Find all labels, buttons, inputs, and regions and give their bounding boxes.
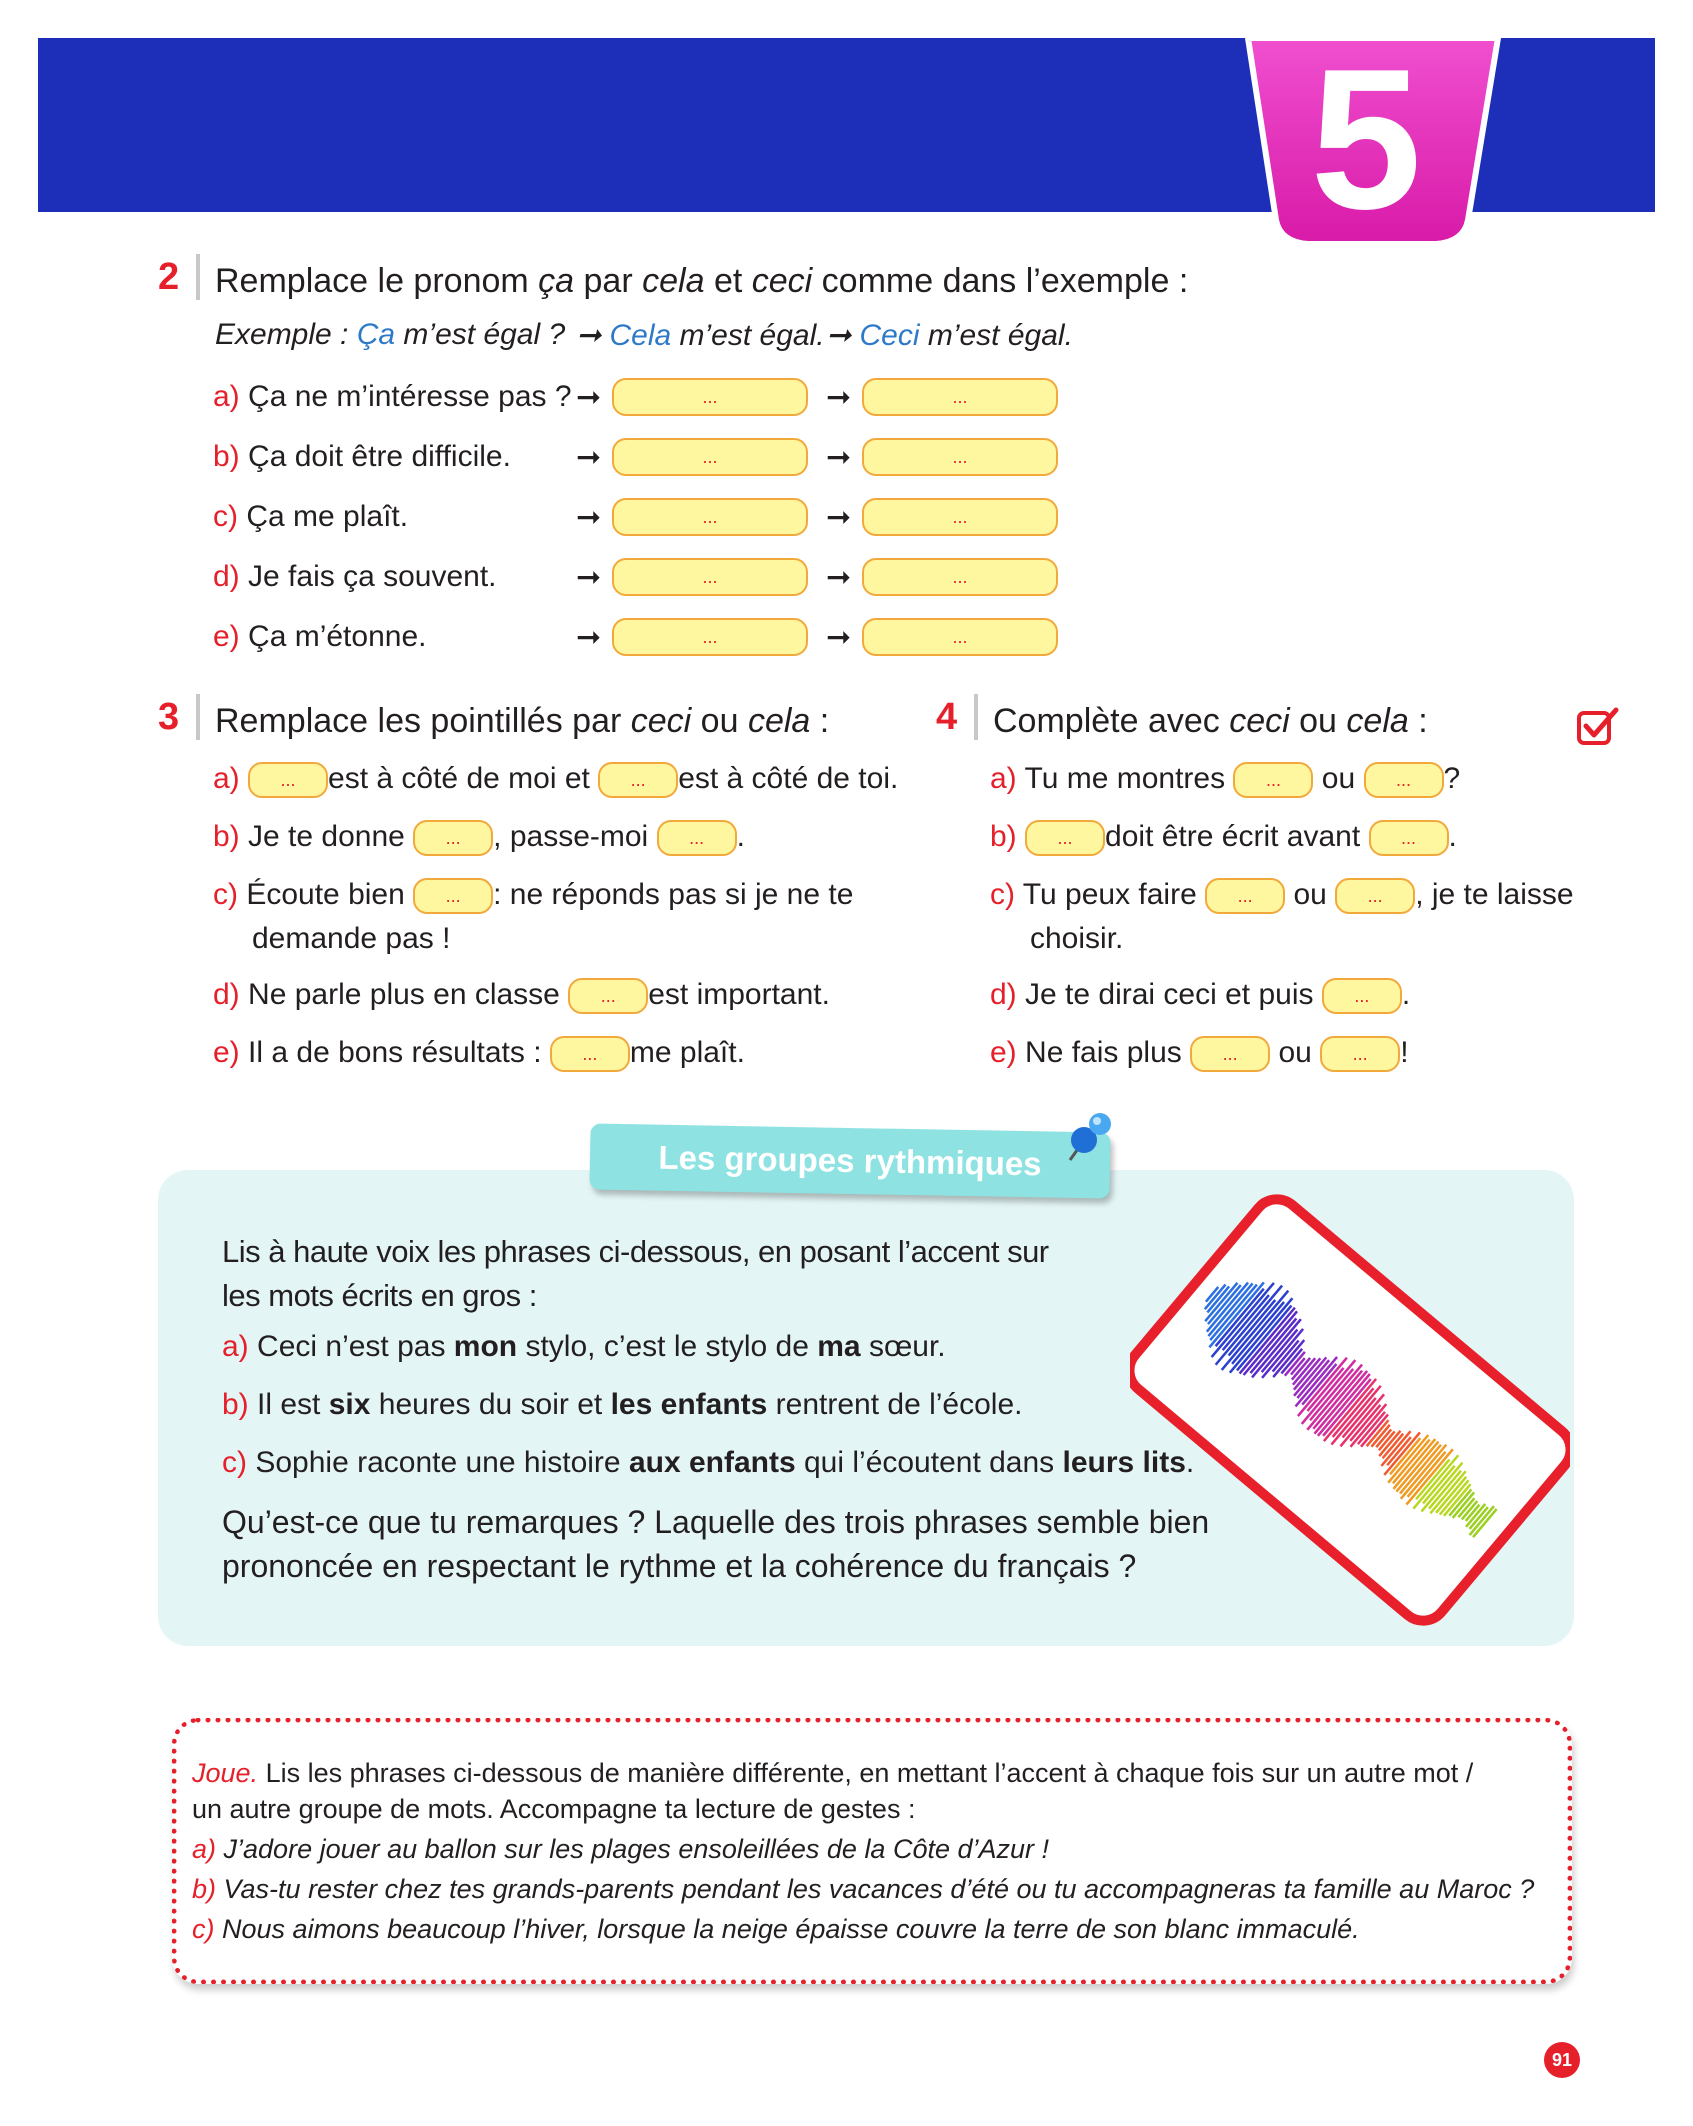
exercise-4-title: Complète avec ceci ou cela : — [993, 702, 1428, 740]
answer-blank[interactable]: ... — [612, 378, 808, 416]
list-item: d) Je te dirai ceci et puis ... . — [990, 978, 1410, 1014]
list-item: a) Ça ne m’intéresse pas ? — [213, 380, 572, 413]
answer-blank[interactable]: ... — [612, 498, 808, 536]
answer-blank[interactable]: ... — [1233, 762, 1313, 798]
arrow-icon: ➞ — [826, 441, 852, 474]
list-item: a) Tu me montres ... ou ... ? — [990, 762, 1460, 798]
answer-blank[interactable]: ... — [612, 618, 808, 656]
exercise-2-example: Exemple : Ça m’est égal ? — [215, 318, 566, 351]
arrow-icon: ➞ — [826, 381, 852, 414]
list-item: a) ... est à côté de moi et ... est à côté de toi. — [213, 762, 898, 798]
arrow-icon: ➞ — [826, 621, 852, 654]
list-item: c) Nous aimons beaucoup l’hiver, lorsque la neige épaisse couvre la terre de son blanc immaculé. — [192, 1914, 1360, 1944]
answer-blank[interactable]: ... — [862, 498, 1058, 536]
answer-blank[interactable]: ... — [1364, 762, 1444, 798]
list-item-continuation: demande pas ! — [252, 922, 451, 955]
example-answer-ceci: ➞ Ceci m’est égal. — [826, 319, 1073, 352]
rythme-label: Les groupes rythmiques — [589, 1123, 1110, 1198]
joue-intro: Joue. Lis les phrases ci-dessous de manière différente, en mettant l’accent à chaque fois sur un autre mot / — [192, 1758, 1474, 1788]
list-item: b) Vas-tu rester chez tes grands-parents pendant les vacances d’été ou tu accompagneras ta famille au Maroc ? — [192, 1874, 1535, 1904]
list-item: b) Ça doit être difficile. — [213, 440, 511, 473]
joue-intro-2: un autre groupe de mots. Accompagne ta lecture de gestes : — [192, 1794, 916, 1824]
answer-blank[interactable]: ... — [550, 1036, 630, 1072]
list-item-continuation: choisir. — [1030, 922, 1124, 955]
exercise-divider — [196, 694, 200, 740]
answer-blank[interactable]: ... — [612, 558, 808, 596]
answer-blank[interactable]: ... — [1322, 978, 1402, 1014]
exercise-4-number: 4 — [936, 696, 958, 738]
exercise-3-number: 3 — [158, 696, 180, 738]
answer-blank[interactable]: ... — [862, 438, 1058, 476]
list-item: a) Ceci n’est pas mon stylo, c’est le stylo de ma sœur. — [222, 1330, 946, 1363]
answer-blank[interactable]: ... — [598, 762, 678, 798]
arrow-icon: ➞ — [576, 441, 602, 474]
arrow-icon: ➞ — [826, 501, 852, 534]
list-item: a) J’adore jouer au ballon sur les plages ensoleillées de la Côte d’Azur ! — [192, 1834, 1050, 1864]
answer-blank[interactable]: ... — [413, 820, 493, 856]
list-item: b) Je te donne ... , passe-moi ... . — [213, 820, 745, 856]
answer-blank[interactable]: ... — [657, 820, 737, 856]
list-item: e) Ça m’étonne. — [213, 620, 427, 653]
list-item: c) Ça me plaît. — [213, 500, 409, 533]
arrow-icon: ➞ — [576, 501, 602, 534]
checkbox-icon — [1576, 706, 1620, 746]
arrow-icon: ➞ — [576, 561, 602, 594]
answer-blank[interactable]: ... — [862, 378, 1058, 416]
rythme-question: Qu’est-ce que tu remarques ? Laquelle des trois phrases semble bien prononcée en respectant le rythme et la cohérence du français ? — [222, 1504, 1210, 1584]
answer-blank[interactable]: ... — [248, 762, 328, 798]
answer-blank[interactable]: ... — [413, 878, 493, 914]
answer-blank[interactable]: ... — [1190, 1036, 1270, 1072]
list-item: b) Il est six heures du soir et les enfants rentrent de l’école. — [222, 1388, 1023, 1421]
rythme-intro: Lis à haute voix les phrases ci-dessous, en posant l’accent sur les mots écrits en gros : — [222, 1234, 1049, 1313]
exercise-divider — [974, 694, 978, 740]
unit-number: 5 — [1310, 28, 1422, 251]
page-number: 91 — [1544, 2042, 1580, 2078]
list-item: e) Ne fais plus ... ou ... ! — [990, 1036, 1409, 1072]
exercise-divider — [196, 254, 200, 300]
answer-blank[interactable]: ... — [568, 978, 648, 1014]
answer-blank[interactable]: ... — [1320, 1036, 1400, 1072]
list-item: d) Ne parle plus en classe ... est important. — [213, 978, 830, 1014]
answer-blank[interactable]: ... — [1025, 820, 1105, 856]
soundwave-illustration — [1130, 1180, 1570, 1640]
exercise-2-number: 2 — [158, 256, 180, 298]
list-item: d) Je fais ça souvent. — [213, 560, 497, 593]
arrow-icon: ➞ — [576, 621, 602, 654]
answer-blank[interactable]: ... — [1335, 878, 1415, 914]
example-answer-cela: ➞ Cela m’est égal. — [576, 319, 825, 352]
exercise-3-title: Remplace les pointillés par ceci ou cela : — [215, 702, 830, 740]
answer-blank[interactable]: ... — [612, 438, 808, 476]
list-item: c) Écoute bien ... : ne réponds pas si je ne te — [213, 878, 853, 914]
answer-blank[interactable]: ... — [862, 618, 1058, 656]
list-item: b) ... doit être écrit avant ... . — [990, 820, 1457, 856]
list-item: c) Sophie raconte une histoire aux enfants qui l’écoutent dans leurs lits. — [222, 1446, 1195, 1479]
arrow-icon: ➞ — [576, 381, 602, 414]
answer-blank[interactable]: ... — [1205, 878, 1285, 914]
answer-blank[interactable]: ... — [862, 558, 1058, 596]
exercise-2-title: Remplace le pronom ça par cela et ceci comme dans l’exemple : — [215, 262, 1189, 300]
answer-blank[interactable]: ... — [1369, 820, 1449, 856]
arrow-icon: ➞ — [826, 561, 852, 594]
list-item: e) Il a de bons résultats : ... me plaît. — [213, 1036, 745, 1072]
pushpin-icon — [1058, 1108, 1118, 1170]
list-item: c) Tu peux faire ... ou ... , je te laisse — [990, 878, 1574, 914]
